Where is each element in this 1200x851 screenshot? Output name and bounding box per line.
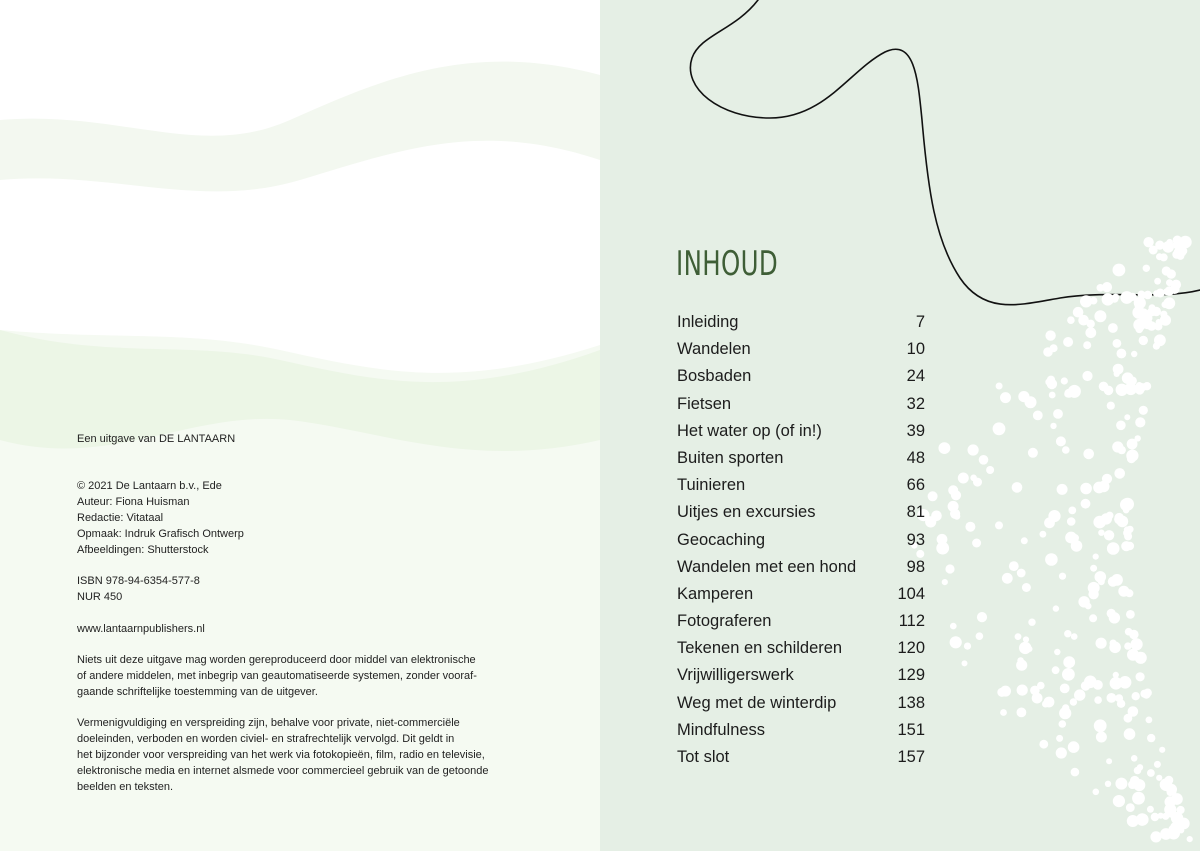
table-of-contents	[677, 313, 925, 775]
toc-entry-label: Bosbaden	[677, 367, 752, 386]
white-dot	[1047, 379, 1057, 389]
white-dot	[1167, 269, 1176, 278]
toc-entry[interactable]	[677, 721, 925, 748]
white-dot	[964, 643, 971, 650]
toc-entry-page-number: 66	[906, 476, 925, 495]
white-dot	[1174, 248, 1181, 255]
white-dot	[1052, 666, 1060, 674]
white-dot	[1074, 689, 1085, 700]
white-dot	[977, 612, 987, 622]
white-dot	[1154, 278, 1161, 285]
white-dot	[1037, 682, 1045, 690]
white-dot	[1049, 392, 1056, 399]
white-dot	[1147, 321, 1157, 331]
white-dot	[1093, 789, 1100, 796]
white-dot	[1169, 826, 1175, 832]
white-dot	[1108, 323, 1118, 333]
toc-entry-label: Wandelen	[677, 340, 751, 359]
white-dot	[1162, 241, 1174, 253]
white-dot	[1102, 293, 1114, 305]
white-dot	[1107, 542, 1120, 555]
white-dot	[1114, 371, 1120, 377]
toc-entry-label: Fietsen	[677, 394, 732, 413]
white-dot	[1060, 684, 1070, 694]
white-dot	[1096, 732, 1107, 743]
white-dot	[1033, 411, 1043, 421]
white-dot	[1133, 779, 1145, 791]
white-dot	[973, 478, 982, 487]
toc-entry-label: Tuinieren	[677, 476, 746, 495]
white-dot	[1067, 517, 1076, 526]
white-dot	[1068, 741, 1080, 753]
toc-entry-page-number: 112	[898, 612, 925, 631]
toc-entry-label: Kamperen	[677, 584, 754, 603]
white-dot	[1121, 498, 1134, 511]
white-dot	[1105, 781, 1111, 787]
white-dot	[1045, 330, 1055, 340]
white-dot	[1050, 423, 1056, 429]
toc-entry-label: Uitjes en excursies	[677, 503, 816, 522]
toc-entry[interactable]	[677, 367, 925, 394]
white-dot	[1087, 320, 1095, 328]
toc-entry[interactable]	[677, 748, 925, 775]
toc-entry-label: Tekenen en schilderen	[677, 639, 843, 658]
wave-band-top	[0, 62, 600, 192]
white-dot	[1028, 619, 1035, 626]
toc-entry-page-number: 104	[897, 584, 925, 603]
white-dot	[1165, 796, 1176, 807]
white-dot	[1071, 768, 1080, 777]
white-dot	[1085, 603, 1092, 610]
rights-paragraph-1: Niets uit deze uitgave mag worden gereproduceerd door middel van elektronische of andere middelen, met inbegrip van geautomatiseerde systemen, zonder vooraf- gaande schriftelijke toestemming van de uitgever.	[77, 654, 477, 698]
right-page	[600, 0, 1200, 851]
white-dot	[1135, 417, 1145, 427]
white-dot	[1012, 482, 1023, 493]
white-dot	[1098, 530, 1104, 536]
white-dot	[1134, 297, 1146, 309]
white-dot	[1128, 377, 1137, 386]
white-dot	[1107, 402, 1115, 410]
toc-entry[interactable]	[677, 639, 925, 666]
white-dot	[1000, 709, 1007, 716]
white-dot	[1016, 660, 1027, 671]
white-dot	[1137, 764, 1143, 770]
white-dot	[1000, 392, 1011, 403]
white-dot	[1147, 769, 1155, 777]
white-dot	[1160, 311, 1167, 318]
white-dot	[1114, 468, 1125, 479]
white-dot	[1089, 614, 1097, 622]
white-dot	[1064, 630, 1071, 637]
white-dot	[1057, 484, 1068, 495]
white-dot	[1124, 414, 1130, 420]
white-dot	[1068, 385, 1081, 398]
white-dot	[1009, 561, 1019, 571]
white-dot	[1136, 672, 1145, 681]
white-dot	[1017, 569, 1026, 578]
website-link[interactable]: www.lantaarnpublishers.nl	[77, 622, 205, 635]
white-dot	[1098, 578, 1105, 585]
toc-entry[interactable]	[677, 395, 925, 422]
white-dot	[995, 521, 1003, 529]
white-dot	[1081, 499, 1091, 509]
toc-entry-label: Het water op (of in!)	[677, 421, 822, 440]
white-dot	[1126, 803, 1135, 812]
toc-entry-page-number: 129	[897, 666, 925, 685]
white-dot	[1153, 343, 1160, 350]
white-dot	[1042, 701, 1049, 708]
white-dot	[945, 564, 954, 573]
white-dot	[1115, 778, 1127, 790]
white-dot	[1017, 708, 1027, 718]
white-dot	[936, 542, 949, 555]
toc-entry[interactable]	[677, 585, 925, 612]
white-dot	[1056, 747, 1067, 758]
white-dot	[1153, 290, 1160, 297]
white-dot	[1140, 690, 1148, 698]
white-dot	[1128, 706, 1139, 717]
white-dot	[1143, 265, 1150, 272]
white-dot	[1113, 672, 1119, 678]
white-dot	[939, 442, 951, 454]
white-dot	[1110, 677, 1123, 690]
white-dot	[1002, 573, 1013, 584]
toc-entry[interactable]	[677, 313, 925, 340]
toc-entry-label: Inleiding	[677, 313, 739, 331]
white-dot	[928, 491, 938, 501]
toc-entry-page-number: 81	[906, 503, 925, 522]
white-dot	[1040, 531, 1047, 538]
white-dot	[1054, 649, 1060, 655]
white-dot	[1106, 512, 1114, 520]
white-dot	[1127, 454, 1136, 463]
toc-entry-label: Geocaching	[677, 530, 766, 549]
white-dot	[1131, 755, 1138, 762]
white-dot	[1151, 813, 1159, 821]
white-dot	[1023, 636, 1029, 642]
white-dot	[1135, 325, 1143, 333]
colophon	[77, 432, 517, 795]
toc-entry[interactable]	[677, 476, 925, 503]
white-dot	[1063, 337, 1073, 347]
white-dot	[1132, 792, 1145, 805]
white-dot	[1093, 482, 1105, 494]
white-dot	[1113, 264, 1126, 277]
white-dot	[1124, 642, 1131, 649]
white-dot	[954, 513, 961, 520]
white-dot	[979, 455, 989, 465]
white-dot	[1062, 668, 1075, 681]
toc-entry[interactable]	[677, 503, 925, 530]
white-dot	[1146, 717, 1153, 724]
white-dot	[1162, 813, 1169, 820]
white-dot	[993, 422, 1006, 435]
white-dot	[1039, 740, 1048, 749]
toc-entry-label: Wandelen met een hond	[677, 557, 857, 576]
white-dot	[1032, 693, 1043, 704]
toc-entry-label: Tot slot	[677, 748, 730, 766]
toc-entry-label: Fotograferen	[677, 612, 772, 631]
white-dot	[1139, 406, 1148, 415]
white-dot	[1109, 612, 1120, 623]
white-dot	[1135, 652, 1147, 664]
toc-entry-page-number: 120	[897, 639, 925, 658]
white-dot	[1116, 421, 1126, 431]
white-dot	[972, 539, 981, 548]
white-dot	[1083, 341, 1091, 349]
toc-entry-page-number: 93	[906, 530, 925, 549]
white-dot	[1147, 806, 1154, 813]
toc-entry-label: Weg met de winterdip	[677, 693, 837, 712]
white-dot	[1131, 638, 1143, 650]
toc-entry-page-number: 151	[897, 720, 925, 739]
white-dot	[1187, 836, 1193, 842]
white-dot	[1162, 301, 1169, 308]
white-dot	[1071, 540, 1083, 552]
white-dot	[1131, 351, 1137, 357]
toc-entry-page-number: 98	[906, 557, 925, 576]
white-dot	[1056, 436, 1066, 446]
white-dot	[1094, 310, 1106, 322]
white-dot	[1115, 694, 1123, 702]
rights-paragraph-2: Vermenigvuldiging en verspreiding zijn, behalve voor private, niet-commerciële doeleinden, verboden en worden civiel- en strafrechtelijk vervolgd. Dit geldt in het bijzonder voor verspreiding van het werk via fotokopieën, film, radio en televisie, elektronische media en internet alsmede voor commercieel gebruik van de getoonde beelden en teksten.	[77, 717, 489, 793]
white-dot	[1043, 347, 1053, 357]
toc-entry[interactable]	[677, 422, 925, 449]
white-dot	[1094, 719, 1107, 732]
images-line: Afbeeldingen: Shutterstock	[77, 543, 209, 556]
toc-entry-label: Buiten sporten	[677, 448, 784, 467]
white-dot	[1061, 377, 1068, 384]
white-dot	[1059, 720, 1067, 728]
toc-entry[interactable]	[677, 531, 925, 558]
white-dot	[951, 490, 961, 500]
white-dot	[1154, 761, 1161, 768]
white-dot	[948, 501, 959, 512]
toc-entry-label: Mindfulness	[677, 720, 766, 739]
toc-entry[interactable]	[677, 449, 925, 476]
white-dot	[1021, 537, 1028, 544]
white-dot	[942, 579, 948, 585]
white-dot	[1106, 758, 1112, 764]
white-dot	[1107, 693, 1117, 703]
white-dot	[996, 383, 1003, 390]
white-dot	[968, 444, 979, 455]
white-dot	[1124, 728, 1136, 740]
white-dot	[1111, 574, 1123, 586]
toc-entry-page-number: 10	[906, 340, 925, 359]
layout-line: Opmaak: Indruk Grafisch Ontwerp	[77, 527, 244, 540]
white-dot	[1082, 371, 1092, 381]
author-line: Auteur: Fiona Huisman	[77, 496, 190, 509]
white-dot	[1068, 507, 1076, 515]
white-dot	[1126, 542, 1134, 550]
white-dot	[1104, 530, 1114, 540]
white-dot	[1104, 386, 1114, 396]
white-dot	[1139, 336, 1148, 345]
toc-entry-page-number: 7	[915, 313, 925, 331]
white-dot	[1116, 384, 1128, 396]
white-dot	[1063, 656, 1075, 668]
white-dot	[1053, 409, 1063, 419]
white-dot	[1053, 605, 1059, 611]
white-dot	[1147, 734, 1155, 742]
white-dot	[1088, 582, 1100, 594]
toc-entry-page-number: 157	[897, 748, 925, 766]
white-dot	[1125, 589, 1133, 597]
toc-entry-page-number: 32	[906, 394, 925, 413]
white-dot	[1090, 565, 1097, 572]
toc-entry-page-number: 39	[906, 421, 925, 440]
white-dot	[1126, 610, 1135, 619]
white-dot	[1017, 685, 1028, 696]
white-dot	[1113, 339, 1122, 348]
white-dot	[1019, 642, 1031, 654]
toc-entry[interactable]	[677, 694, 925, 721]
white-dot	[1070, 698, 1077, 705]
white-dot	[1059, 707, 1071, 719]
white-dot	[1000, 686, 1011, 697]
white-dot	[1120, 291, 1133, 304]
white-dot	[1151, 246, 1157, 252]
nur-line: NUR 450	[77, 590, 123, 603]
white-dot	[1045, 553, 1058, 566]
white-dot	[1094, 696, 1102, 704]
white-dot	[1097, 284, 1105, 292]
white-dot	[1127, 439, 1138, 450]
white-dot	[1147, 307, 1156, 316]
white-dot	[1093, 554, 1099, 560]
white-dot	[1093, 516, 1106, 529]
white-dot	[1150, 831, 1161, 842]
white-dot	[1096, 638, 1107, 649]
toc-entry-page-number: 138	[897, 693, 925, 712]
white-dot-cluster	[911, 236, 1193, 843]
white-dot	[1118, 446, 1126, 454]
white-dot	[1156, 775, 1162, 781]
white-dot	[1166, 279, 1173, 286]
white-dot	[1062, 446, 1070, 454]
white-dot	[1084, 676, 1097, 689]
white-dot	[1083, 449, 1094, 460]
white-dot	[950, 636, 962, 648]
white-dot	[1080, 295, 1092, 307]
toc-title: INHOUD	[676, 244, 779, 284]
white-dot	[1080, 483, 1092, 495]
white-dot	[986, 466, 994, 474]
white-dot	[1132, 817, 1140, 825]
white-dot	[931, 511, 942, 522]
toc-entry[interactable]	[677, 612, 925, 639]
white-dot	[1126, 526, 1133, 533]
white-dot	[1018, 391, 1029, 402]
isbn-line: ISBN 978-94-6354-577-8	[77, 575, 200, 588]
toc-entry-label: Vrijwilligerswerk	[677, 666, 794, 685]
white-dot	[1022, 583, 1031, 592]
white-dot	[1125, 628, 1133, 636]
white-dot	[1044, 517, 1055, 528]
white-dot	[1015, 633, 1022, 640]
white-dot	[962, 660, 968, 666]
white-dot	[1028, 448, 1038, 458]
toc-entry-page-number: 48	[906, 448, 925, 467]
white-dot	[965, 522, 975, 532]
copyright-line: © 2021 De Lantaarn b.v., Ede	[77, 480, 222, 493]
white-dot	[1059, 573, 1066, 580]
white-dot	[958, 473, 969, 484]
white-dot	[976, 632, 984, 640]
toc-entry[interactable]	[677, 558, 925, 585]
toc-entry-page-number: 24	[906, 367, 925, 386]
white-dot	[1113, 795, 1125, 807]
white-dot	[1156, 253, 1163, 260]
white-dot	[1067, 316, 1075, 324]
white-dot	[1102, 474, 1112, 484]
toc-entry[interactable]	[677, 340, 925, 367]
white-dot	[1117, 349, 1127, 359]
white-dot	[950, 623, 957, 630]
white-dot	[1159, 747, 1165, 753]
white-dot	[1135, 385, 1144, 394]
toc-entry[interactable]	[677, 666, 925, 693]
white-dot	[1143, 237, 1153, 247]
editor-line: Redactie: Vitataal	[77, 511, 164, 524]
white-dot	[1056, 735, 1063, 742]
white-dot	[1114, 514, 1124, 524]
white-dot	[1109, 642, 1121, 654]
white-dot	[1085, 327, 1096, 338]
publisher-line: Een uitgave van DE LANTAARN	[77, 433, 236, 445]
white-dot	[1132, 692, 1140, 700]
white-dot	[1160, 778, 1173, 791]
white-dot	[1071, 633, 1078, 640]
